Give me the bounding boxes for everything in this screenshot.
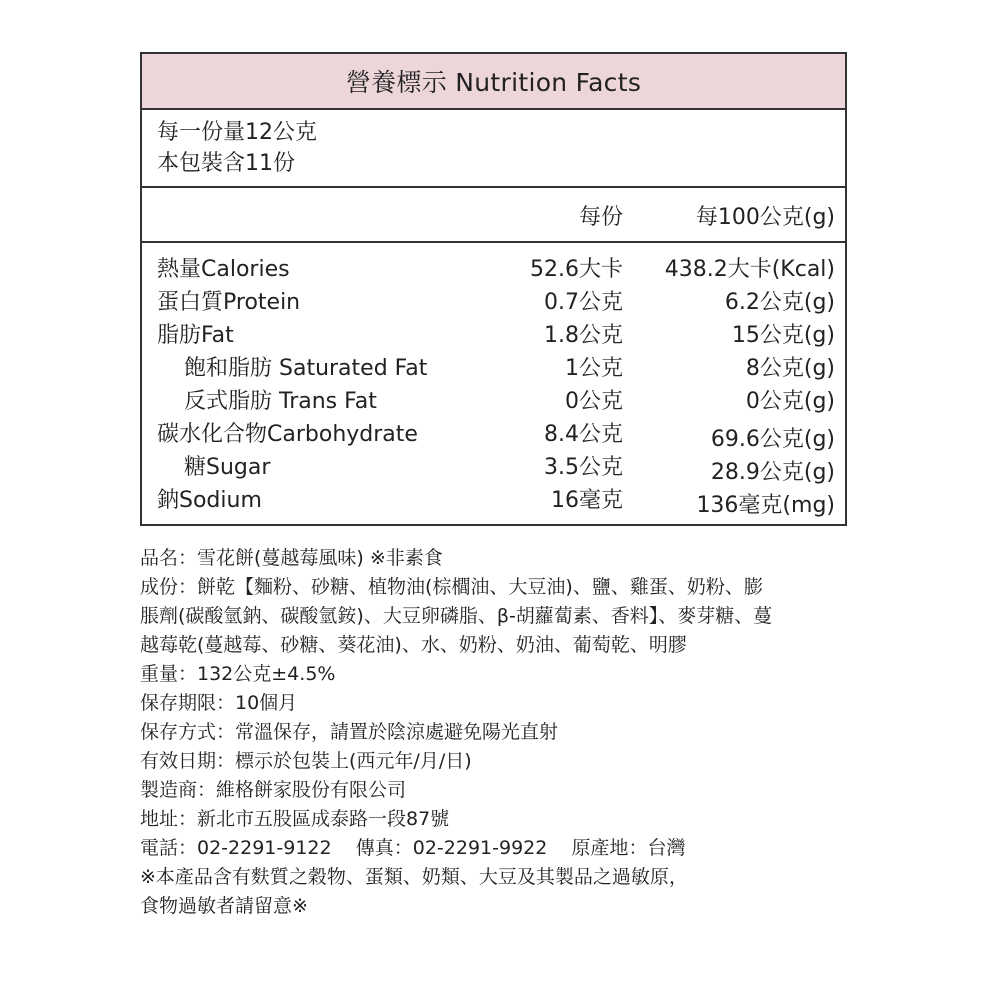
per-serving-value: 8.4公克	[544, 422, 623, 447]
allergen-notice: ※本產品含有麩質之穀物、蛋類、奶類、大豆及其製品之過敏原，	[140, 866, 688, 888]
ingredients-line: 越莓乾(蔓越莓、砂糖、葵花油)、水、奶粉、奶油、葡萄乾、明膠	[140, 634, 687, 656]
servings-per-pack: 本包裝含11份	[157, 151, 295, 176]
product-info	[140, 544, 860, 921]
product-name: 品名：雪花餅(蔓越莓風味) ※非素食	[140, 547, 443, 569]
expiry-date: 有效日期：標示於包裝上(西元年/月/日)	[140, 750, 472, 772]
nutrient-name: 鈉Sodium	[157, 488, 262, 513]
per-serving-value: 16毫克	[551, 488, 623, 513]
per-100g-value: 438.2大卡(Kcal)	[664, 257, 835, 282]
nutrient-name: 脂肪Fat	[157, 323, 234, 348]
per-serving-value: 0公克	[565, 389, 623, 414]
nutrient-name: 糖Sugar	[184, 455, 271, 480]
per-100g-value: 8公克(g)	[745, 356, 835, 381]
nutrient-name: 碳水化合物Carbohydrate	[157, 422, 418, 447]
nutrient-name: 蛋白質Protein	[157, 290, 301, 315]
nutrient-row	[142, 319, 845, 352]
per-serving-value: 0.7公克	[544, 290, 623, 315]
nutrient-name: 熱量Calories	[157, 257, 290, 282]
per-serving-value: 52.6大卡	[530, 257, 623, 282]
nutrient-row	[142, 418, 845, 451]
nutrient-row	[142, 484, 845, 517]
ingredients-line: 成份：餅乾【麵粉、砂糖、植物油(棕櫚油、大豆油)、鹽、雞蛋、奶粉、膨	[140, 576, 763, 598]
per-serving-value: 1公克	[565, 356, 623, 381]
nutrient-row	[142, 385, 845, 418]
allergen-notice: 食物過敏者請留意※	[140, 895, 308, 917]
manufacturer: 製造商：維格餅家股份有限公司	[140, 779, 407, 801]
serving-info	[142, 110, 845, 188]
per-100g-value: 28.9公克(g)	[710, 460, 835, 485]
column-header	[142, 188, 845, 243]
address: 地址：新北市五股區成泰路一段87號	[140, 808, 450, 830]
per-serving-value: 1.8公克	[544, 323, 623, 348]
nutrient-row	[142, 451, 845, 484]
contact-line: 電話：02-2291-9122 傳真：02-2291-9922 原產地：台灣	[140, 837, 686, 859]
per-100g-header: 每100公克(g)	[695, 205, 835, 230]
nutrient-name: 飽和脂肪 Saturated Fat	[184, 356, 428, 381]
per-100g-value: 0公克(g)	[745, 389, 835, 414]
shelf-life: 保存期限：10個月	[140, 692, 298, 714]
nutrient-row	[142, 253, 845, 286]
per-100g-value: 15公克(g)	[731, 323, 835, 348]
per-serving-header: 每份	[578, 205, 623, 230]
ingredients-line: 脹劑(碳酸氫鈉、碳酸氫銨)、大豆卵磷脂、β-胡蘿蔔素、香料】、麥芽糖、蔓	[140, 605, 773, 627]
net-weight: 重量：132公克±4.5%	[140, 663, 336, 685]
nutrient-row	[142, 286, 845, 319]
per-100g-value: 136毫克(mg)	[696, 493, 835, 518]
per-100g-value: 69.6公克(g)	[710, 427, 835, 452]
storage-method: 保存方式：常溫保存，請置於陰涼處避免陽光直射	[140, 721, 559, 743]
nutrition-title: 營養標示 Nutrition Facts	[142, 54, 845, 110]
per-serving-value: 3.5公克	[544, 455, 623, 480]
per-100g-value: 6.2公克(g)	[724, 290, 835, 315]
serving-size: 每一份量12公克	[157, 120, 317, 145]
nutrient-row	[142, 352, 845, 385]
nutrient-name: 反式脂肪 Trans Fat	[184, 389, 377, 414]
nutrition-facts-table	[140, 52, 847, 526]
